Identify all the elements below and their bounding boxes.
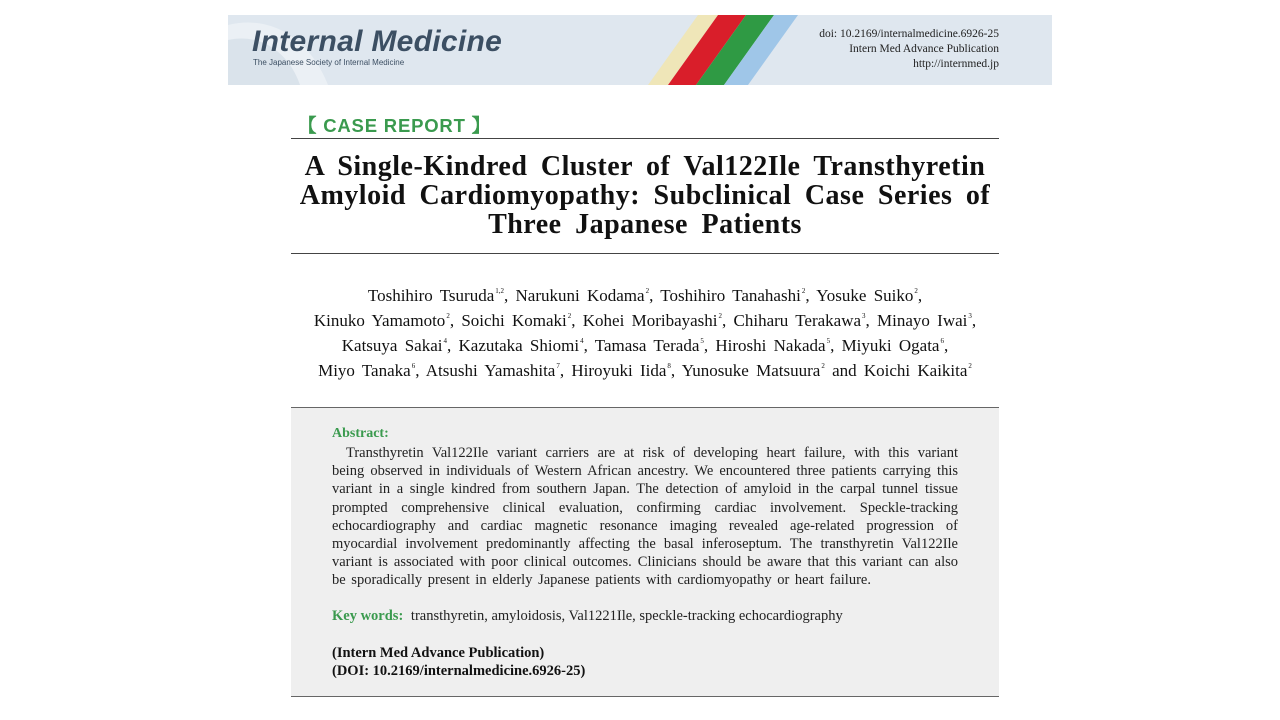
article-title: A Single-Kindred Cluster of Val122Ile Transthyretin Amyloid Cardiomyopathy: Subclinical Case Series of Three Japanese Patients [299,151,991,240]
author-affiliation: 1,2 [495,287,505,295]
citation-line-1: (Intern Med Advance Publication) [332,645,545,661]
author-separator: , [649,286,654,305]
abstract-box [291,407,999,697]
color-stripes-decoration [648,15,808,85]
author-name: Kazutaka Shiomi$^4$ [458,336,584,355]
author-line [291,356,999,381]
author-separator: , [865,311,870,330]
author-name: Koichi Kaikita$^2$ [863,361,972,380]
author-name: Miyuki Ogata$^6$ [841,336,944,355]
author-affiliation: 4 [580,337,584,345]
author-separator: , [583,336,588,355]
author-name: Tamasa Terada$^5$ [594,336,704,355]
author-separator: , [504,286,509,305]
author-line [291,306,999,331]
author-separator: , [559,361,565,380]
author-affiliation: 5 [826,337,831,345]
author-separator: , [703,336,709,355]
author-affiliation: 3 [968,312,972,320]
author-affiliation: 6 [940,337,944,345]
section-label: 【 CASE REPORT 】 [298,115,491,136]
author-affiliation: 8 [667,362,671,370]
author-list [291,281,999,381]
author-separator: , [943,336,949,355]
author-affiliation: 3 [862,312,866,320]
keywords-text: transthyretin, amyloidosis, Val1221Ile, speckle-tracking echocardiography [410,608,843,624]
author-separator: , [805,286,810,305]
citation [332,644,585,680]
author-line [291,281,999,306]
author-separator: , [830,336,835,355]
title-top-rule [291,138,999,139]
author-affiliation: 5 [700,337,704,345]
author-name: Miyo Tanaka$^6$ [318,361,416,380]
author-affiliation: 2 [645,287,650,295]
author-separator: , [722,311,727,330]
author-separator: , [571,311,576,330]
journal-url[interactable]: http://internmed.jp [913,58,999,70]
doi-text: doi: 10.2169/internalmedicine.6926-25 [819,28,999,40]
author-affiliation: 2 [914,287,918,295]
author-line [291,331,999,356]
author-affiliation: 2 [801,287,806,295]
author-name: Soichi Komaki$^2$ [461,311,572,330]
author-separator: , [449,311,455,330]
author-affiliation: 2 [968,362,972,370]
keywords-label: Key words: [332,608,404,624]
author-name: Yunosuke Matsuura$^2$ [681,361,825,380]
author-name: Atsushi Yamashita$^7$ [425,361,560,380]
author-affiliation: 6 [411,362,416,370]
abstract-text: Transthyretin Val122Ile variant carriers are at risk of developing heart failure, with this variant being observed in individuals of Western African ancestry. We encountered three patients carrying this variant in a single kindred from southern Japan. The detection of amyloid in the carpal tunnel tissue prompted comprehensive clinical evaluation, confirming cardiac involvement. Speckle-tracking echocardiography and cardiac magnetic resonance imaging revealed age-related progression of myocardial involvement predominantly affecting the basal inferoseptum. The transthyretin Val122Ile variant is associated with poor clinical outcomes. Clinicians should be aware that this variant can also be sporadically present in elderly Japanese patients with cardiomyopathy or heart failure. [332,445,958,589]
publication-text: Intern Med Advance Publication [849,43,999,55]
author-affiliation: 2 [567,312,572,320]
author-name: Narukuni Kodama$^2$ [515,286,650,305]
author-affiliation: 2 [446,312,450,320]
author-name: Kohei Moribayashi$^2$ [582,311,723,330]
publication-info [819,27,999,72]
author-name: Toshihiro Tanahashi$^2$ [660,286,806,305]
author-separator: , [971,311,977,330]
author-affiliation: 2 [718,312,723,320]
author-name: Hiroyuki Iida$^8$ [571,361,671,380]
author-name: Minayo Iwai$^3$ [877,311,972,330]
author-name: Yosuke Suiko$^2$ [816,286,918,305]
journal-title: Internal Medicine [252,25,503,58]
citation-doi: (DOI: 10.2169/internalmedicine.6926-25) [332,663,586,679]
author-separator: , [917,286,923,305]
keywords [332,608,843,625]
author-separator: , [670,361,676,380]
author-affiliation: 4 [443,337,447,345]
abstract-heading: Abstract: [332,426,389,441]
author-separator: and [824,361,857,380]
author-separator: , [447,336,452,355]
author-affiliation: 7 [556,362,560,370]
author-name: Katsuya Sakai$^4$ [341,336,447,355]
society-name: The Japanese Society of Internal Medicine [253,58,405,67]
journal-header-banner [228,15,1052,85]
author-name: Chiharu Terakawa$^3$ [733,311,866,330]
author-affiliation: 2 [821,362,825,370]
author-name: Hiroshi Nakada$^5$ [715,336,831,355]
author-name: Toshihiro Tsuruda$^{1,2}$ [367,286,505,305]
author-separator: , [415,361,420,380]
author-name: Kinuko Yamamoto$^2$ [313,311,450,330]
title-bottom-rule [291,253,999,254]
